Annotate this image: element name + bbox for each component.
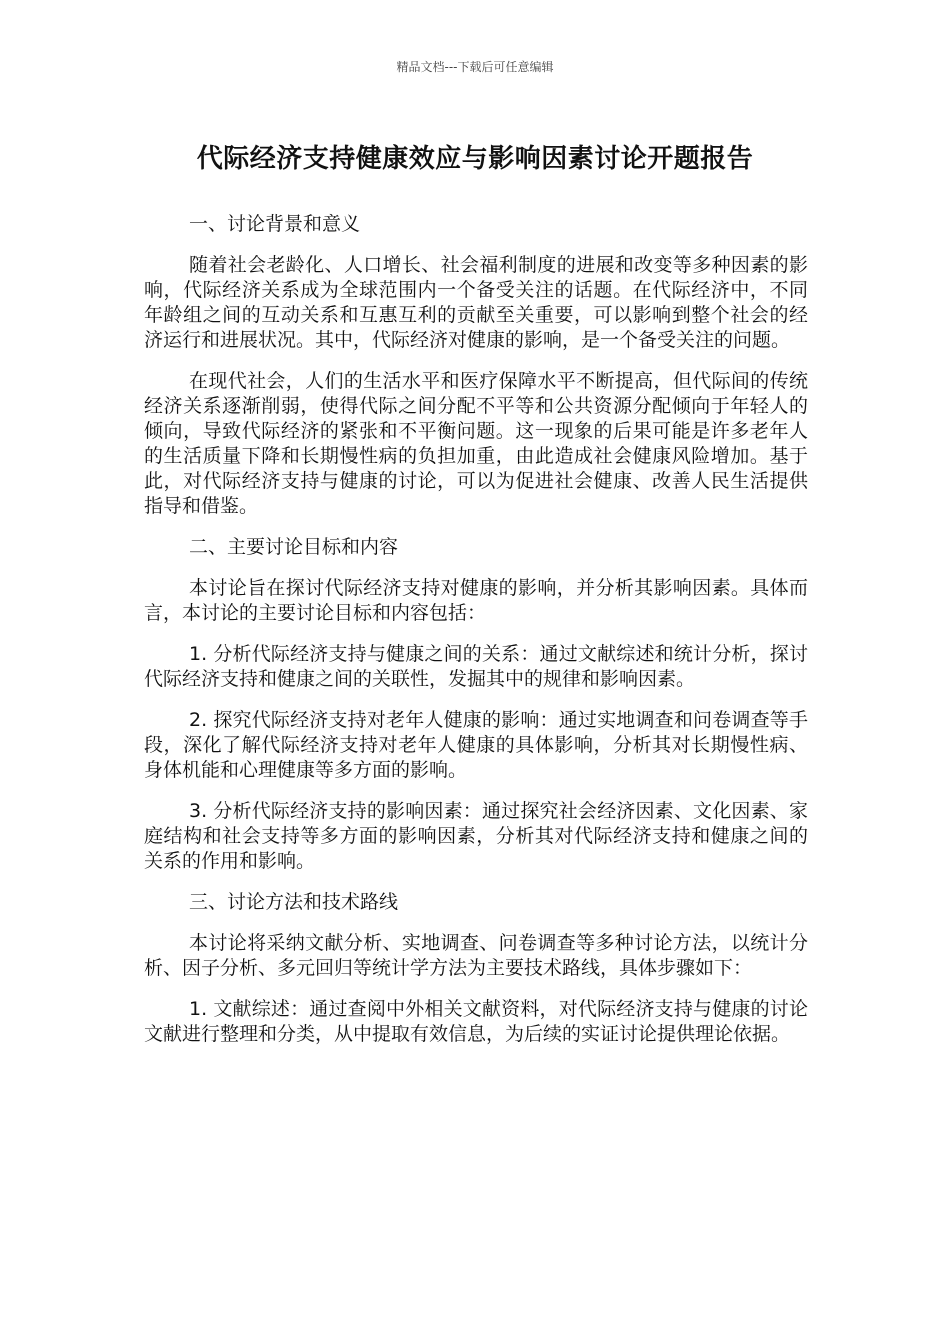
list-item-objective-3: 3. 分析代际经济支持的影响因素：通过探究社会经济因素、文化因素、家庭结构和社会支持等多方面的影响因素，分析其对代际经济支持和健康之间的关系的作用和影响。 [144,800,808,872]
document-body [144,212,808,1047]
header-note: 精品文档---下载后可任意编辑 [396,60,554,74]
document-title: 代际经济支持健康效应与影响因素讨论开题报告 [196,144,754,174]
list-item-method-1: 1. 文献综述：通过查阅中外相关文献资料，对代际经济支持与健康的讨论文献进行整理和分类，从中提取有效信息，为后续的实证讨论提供理论依据。 [144,998,808,1045]
section-heading-2: 二、主要讨论目标和内容 [189,536,399,558]
list-item-objective-1: 1. 分析代际经济支持与健康之间的关系：通过文献综述和统计分析，探讨代际经济支持和健康之间的关联性，发掘其中的规律和影响因素。 [144,643,808,690]
paragraph-background-2: 在现代社会，人们的生活水平和医疗保障水平不断提高，但代际间的传统经济关系逐渐削弱，使得代际之间分配不平等和公共资源分配倾向于年轻人的倾向，导致代际经济的紧张和不平衡问题。这一现象的后果可能是许多老年人的生活质量下降和长期慢性病的负担加重，由此造成社会健康风险增加。基于此，对代际经济支持与健康的讨论，可以为促进社会健康、改善人民生活提供指导和借鉴。 [144,370,808,517]
section-heading-1: 一、讨论背景和意义 [189,213,361,235]
paragraph-methods-intro: 本讨论将采纳文献分析、实地调查、问卷调查等多种讨论方法，以统计分析、因子分析、多元回归等统计学方法为主要技术路线，具体步骤如下： [144,932,808,979]
paragraph-objectives-intro: 本讨论旨在探讨代际经济支持对健康的影响，并分析其影响因素。具体而言，本讨论的主要讨论目标和内容包括： [144,577,808,624]
section-heading-3: 三、讨论方法和技术路线 [189,891,399,913]
paragraph-background-1: 随着社会老龄化、人口增长、社会福利制度的进展和改变等多种因素的影响，代际经济关系成为全球范围内一个备受关注的话题。在代际经济中，不同年龄组之间的互动关系和互惠互利的贡献至关重要，可以影响到整个社会的经济运行和进展状况。其中，代际经济对健康的影响，是一个备受关注的问题。 [144,254,808,351]
list-item-objective-2: 2. 探究代际经济支持对老年人健康的影响：通过实地调查和问卷调查等手段，深化了解代际经济支持对老年人健康的具体影响，分析其对长期慢性病、身体机能和心理健康等多方面的影响。 [144,709,808,781]
